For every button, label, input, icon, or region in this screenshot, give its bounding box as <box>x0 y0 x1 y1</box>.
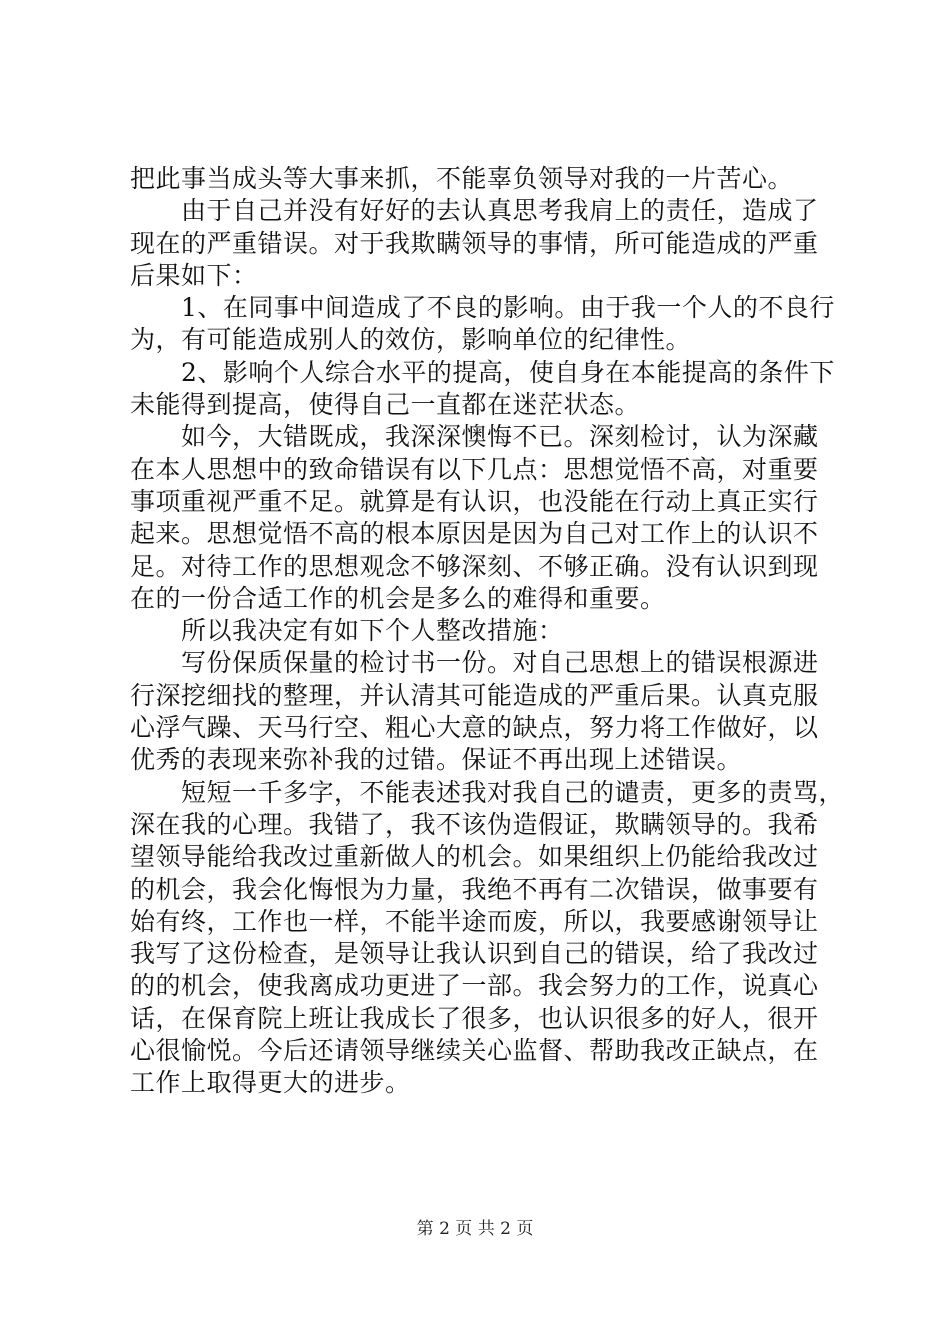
text-line: 把此事当成头等大事来抓，不能辜负领导对我的一片苦心。 <box>130 164 794 193</box>
body-text <box>130 163 845 1100</box>
text-line: 优秀的表现来弥补我的过错。保证不再出现上述错误。 <box>130 745 743 775</box>
text-line: 望领导能给我改过重新做人的机会。如果组织上仍能给我改过 <box>130 842 819 872</box>
text-line: 现在的严重错误。对于我欺瞒领导的事情，所可能造成的严重 <box>130 228 819 258</box>
text-line: 话，在保育院上班让我成长了很多，也认识很多的好人，很开 <box>130 1003 819 1033</box>
text-line: 1、在同事中间造成了不良的影响。由于我一个人的不良行 <box>130 293 835 323</box>
text-line: 后果如下： <box>130 260 258 290</box>
text-line: 写份保质保量的检讨书一份。对自己思想上的错误根源进 <box>130 648 819 678</box>
text-line: 的机会，我会化悔恨为力量，我绝不再有二次错误，做事要有 <box>130 874 819 904</box>
text-line: 在本人思想中的致命错误有以下几点：思想觉悟不高，对重要 <box>130 454 819 484</box>
text-line: 所以我决定有如下个人整改措施： <box>130 616 564 646</box>
text-line: 深在我的心理。我错了，我不该伪造假证，欺瞒领导的。我希 <box>130 809 819 839</box>
text-line: 我写了这份检查，是领导让我认识到自己的错误，给了我改过 <box>130 939 819 969</box>
text-line: 在的一份合适工作的机会是多么的难得和重要。 <box>130 583 666 613</box>
text-line: 由于自己并没有好好的去认真思考我肩上的责任，造成了 <box>130 196 819 226</box>
text-line: 短短一千多字，不能表述我对我自己的谴责，更多的责骂， <box>130 777 845 807</box>
text-line: 足。对待工作的思想观念不够深刻、不够正确。没有认识到现 <box>130 551 819 581</box>
text-line: 始有终，工作也一样，不能半途而废，所以，我要感谢领导让 <box>130 906 819 936</box>
text-line: 心浮气躁、天马行空、粗心大意的缺点，努力将工作做好，以 <box>130 713 819 743</box>
text-line: 未能得到提高，使得自己一直都在迷茫状态。 <box>130 390 641 420</box>
text-line: 心很愉悦。今后还请领导继续关心监督、帮助我改正缺点，在 <box>130 1036 819 1066</box>
text-line: 行深挖细找的整理，并认清其可能造成的严重后果。认真克服 <box>130 680 819 710</box>
text-line: 工作上取得更大的进步。 <box>130 1068 411 1098</box>
text-line: 为，有可能造成别人的效仿，影响单位的纪律性。 <box>130 325 692 355</box>
text-line: 的的机会，使我离成功更进了一部。我会努力的工作，说真心 <box>130 971 819 1001</box>
text-line: 如今，大错既成，我深深懊悔不已。深刻检讨，认为深藏 <box>130 422 819 452</box>
page-number-footer: 第 2 页 共 2 页 <box>416 1219 534 1239</box>
text-line: 2、影响个人综合水平的提高，使自身在本能提高的条件下 <box>130 357 835 387</box>
text-line: 起来。思想觉悟不高的根本原因是因为自己对工作上的认识不 <box>130 519 819 549</box>
text-line: 事项重视严重不足。就算是有认识，也没能在行动上真正实行 <box>130 486 819 516</box>
